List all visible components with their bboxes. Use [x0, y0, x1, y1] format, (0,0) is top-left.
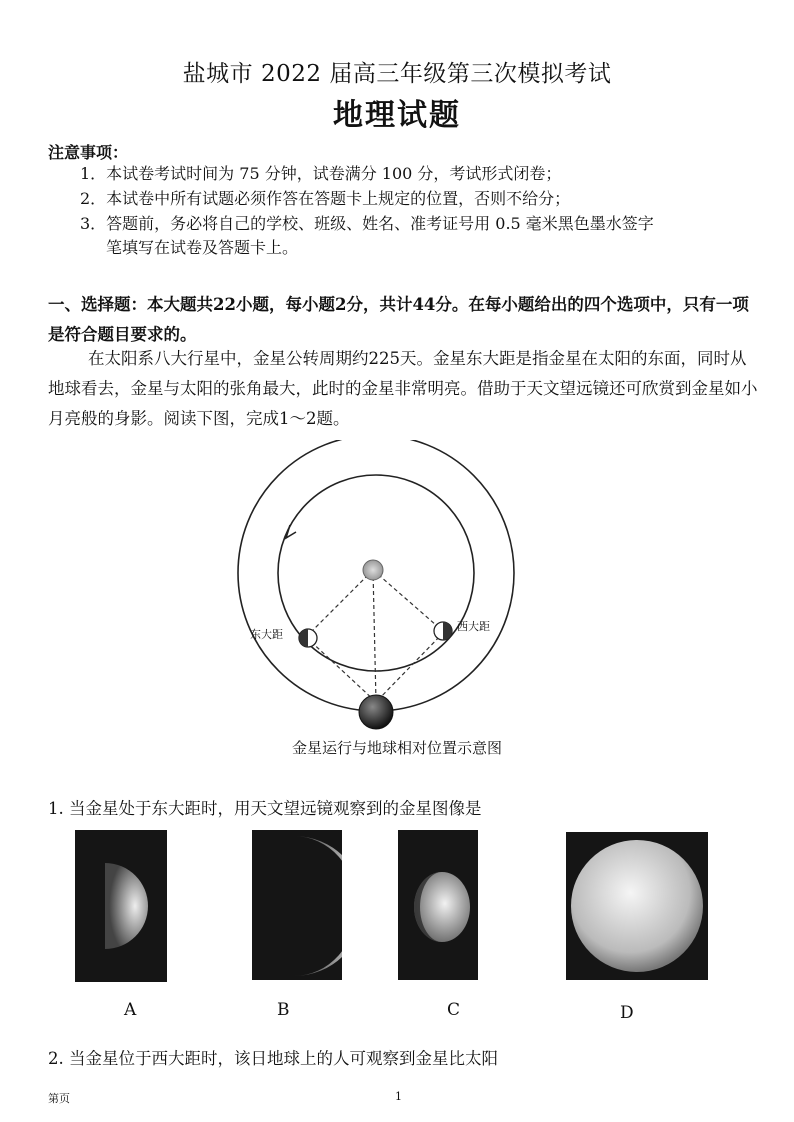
section-heading: 一、选择题：本大题共22小题，每小题2分，共计44分。在每小题给出的四个选项中，只有一项是符合题目要求的。: [48, 295, 749, 344]
question-1: 1. 当金星处于东大距时，用天文望远镜观察到的金星图像是: [48, 799, 482, 818]
notice-heading: 注意事项：: [48, 143, 129, 162]
option-c-label: C: [447, 1000, 461, 1020]
earth-icon: [359, 695, 393, 729]
notice-item-3: 3．答题前，务必将自己的学校、班级、姓名、准考证号用 0.5 毫米黑色墨水签字: [80, 214, 654, 233]
notice-item-1: 1．本试卷考试时间为 75 分钟，试卷满分 100 分，考试形式闭卷；: [80, 164, 562, 183]
west-elongation-label: 西大距: [457, 620, 490, 633]
option-c-image: [398, 830, 478, 980]
question-2: 2. 当金星位于西大距时，该日地球上的人可观察到金星比太阳: [48, 1049, 498, 1068]
east-elongation-label: 东大距: [250, 628, 283, 641]
venus-west-elongation: [434, 622, 452, 640]
venus-orbit-diagram: [230, 440, 530, 735]
sun-icon: [363, 560, 383, 580]
exam-subtitle: 地理试题: [333, 98, 461, 133]
venus-east-elongation: [299, 629, 317, 647]
option-a-label: A: [124, 1000, 137, 1020]
passage-text: 在太阳系八大行星中，金星公转周期约225天。金星东大距是指金星在太阳的东面，同时从地球看去，金星与太阳的张角最大，此时的金星非常明亮。借助于天文望远镜还可欣赏到金星如小月亮般的身影。阅读下图，完成1～2题。: [48, 349, 758, 428]
option-d-image: [566, 832, 708, 980]
figure-caption: 金星运行与地球相对位置示意图: [291, 739, 502, 757]
option-d-label: D: [620, 1003, 634, 1023]
option-b-label: B: [277, 1000, 290, 1020]
footer-page-number: 1: [395, 1090, 402, 1103]
notice-item-3-cont: 笔填写在试卷及答题卡上。: [106, 238, 299, 257]
orbit-direction-arrow: [286, 525, 296, 538]
footer-page-label: 第页: [48, 1092, 70, 1105]
option-b-image: [252, 830, 342, 980]
sight-lines: [306, 570, 444, 702]
option-a-image: [75, 830, 167, 982]
notice-item-2: 2．本试卷中所有试题必须作答在答题卡上规定的位置，否则不给分；: [80, 189, 571, 208]
exam-title: 盐城市 2022 届高三年级第三次模拟考试: [182, 61, 612, 87]
